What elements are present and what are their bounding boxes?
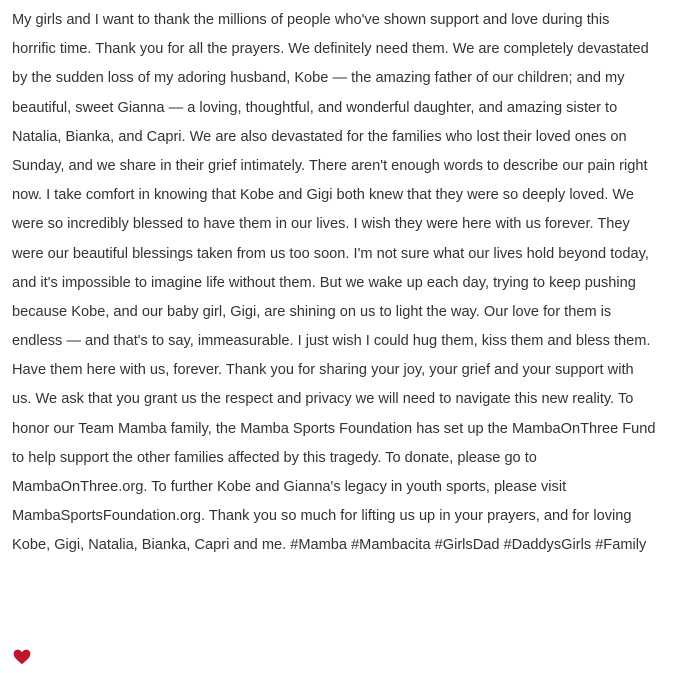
statement-line: MambaOnThree.org. To further Kobe and Gianna's legacy in youth sports, please visit xyxy=(12,479,567,495)
statement-line: Have them here with us, forever. Thank you for sharing your joy, your grief and your support with xyxy=(12,362,634,379)
statement-line: endless — and that's to say, immeasurable. I just wish I could hug them, kiss them and bless them. xyxy=(12,333,651,350)
statement-line: Sunday, and we share in their grief intimately. There aren't enough words to describe our pain right xyxy=(12,157,648,174)
statement-line: because Kobe, and our baby girl, Gigi, are shining on us to light the way. Our love for them is xyxy=(12,303,612,320)
heart-shape xyxy=(14,650,31,665)
statement-line: honor our Team Mamba family, the Mamba Sports Foundation has set up the MambaOnThree Fund xyxy=(12,420,656,437)
statement-line: Kobe, Gigi, Natalia, Bianka, Capri and me. #Mamba #Mambacita #GirlsDad #DaddysGirls #Family xyxy=(12,537,647,554)
statement-line: now. I take comfort in knowing that Kobe and Gigi both knew that they were so deeply loved. We xyxy=(12,187,634,204)
statement-line: were so incredibly blessed to have them in our lives. I wish they were here with us forever. They xyxy=(12,216,630,233)
statement-line: by the sudden loss of my adoring husband, Kobe — the amazing father of our children; and my xyxy=(12,70,625,87)
statement-line: to help support the other families affected by this tragedy. To donate, please go to xyxy=(12,449,537,466)
statement-line: horrific time. Thank you for all the prayers. We definitely need them. We are completely devastated xyxy=(12,41,649,58)
statement-line: MambaSportsFoundation.org. Thank you so much for lifting us up in your prayers, and for loving xyxy=(12,508,632,525)
statement-line: were our beautiful blessings taken from us too soon. I'm not sure what our lives hold beyond today, xyxy=(12,245,649,262)
statement-line: us. We ask that you grant us the respect and privacy we will need to navigate this new reality. To xyxy=(12,391,634,408)
statement-text xyxy=(12,6,692,561)
statement-line: My girls and I want to thank the millions of people who've shown support and love during this xyxy=(12,12,610,28)
statement-line: and it's impossible to imagine life without them. But we wake up each day, trying to keep pushing xyxy=(12,274,636,291)
statement-line: beautiful, sweet Gianna — a loving, thoughtful, and wonderful daughter, and amazing sister to xyxy=(12,99,618,116)
heart-icon xyxy=(13,649,31,665)
statement-line: Natalia, Bianka, and Capri. We are also devastated for the families who lost their loved ones on xyxy=(12,128,627,145)
